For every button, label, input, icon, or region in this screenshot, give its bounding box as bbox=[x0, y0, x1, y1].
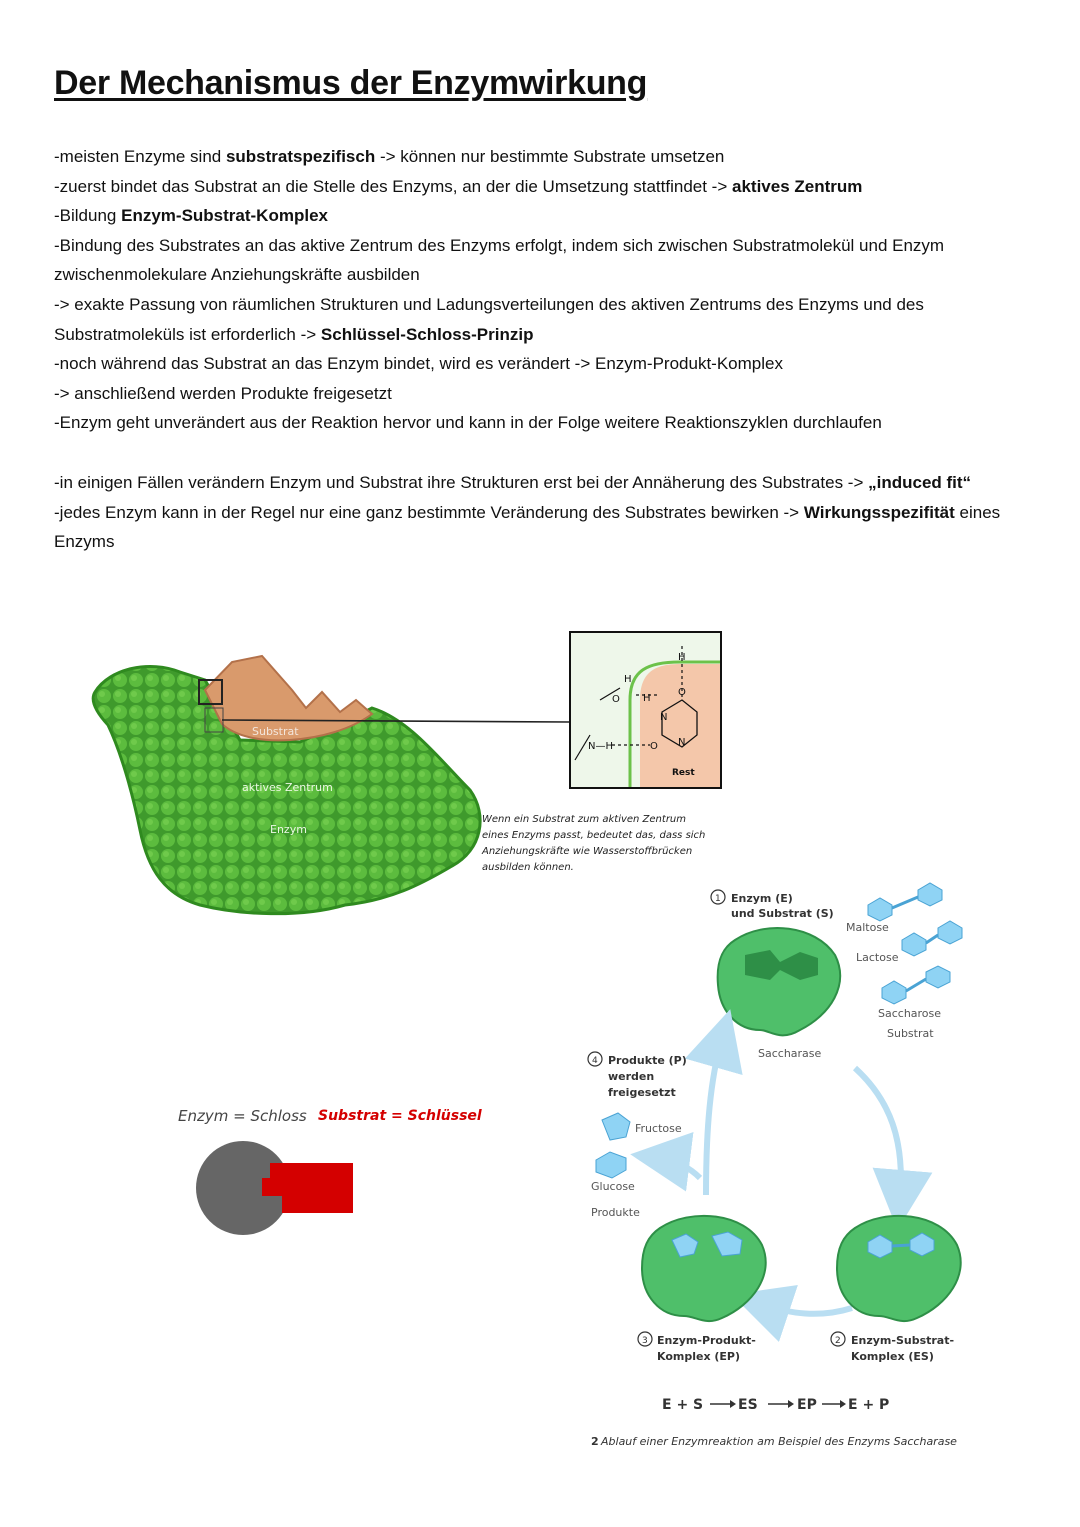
step3-number: 3 bbox=[642, 1336, 648, 1346]
zoom-box bbox=[570, 632, 721, 788]
saccharose-label: Saccharose bbox=[878, 1007, 942, 1020]
page-title: Der Mechanismus der Enzymwirkung bbox=[54, 64, 648, 102]
equation-ep: EP bbox=[797, 1397, 817, 1413]
step1-label-2: und Substrat (S) bbox=[731, 907, 834, 920]
atom-n-low: N bbox=[678, 737, 686, 748]
paragraph-2: -zuerst bindet das Substrat an die Stelle des Enzyms, an der die Umsetzung stattfindet -> aktives Zentrum bbox=[54, 176, 863, 196]
note-line-1: Wenn ein Substrat zum aktiven Zentrum bbox=[482, 814, 687, 825]
atom-h-mid: H bbox=[624, 674, 632, 685]
step1-label-1: Enzym (E) bbox=[731, 892, 793, 905]
glucose-molecule bbox=[596, 1152, 626, 1178]
enzyme-blob-es bbox=[837, 1216, 961, 1321]
step2-label-1: Enzym-Substrat- bbox=[851, 1334, 955, 1347]
atom-n-ring: N bbox=[660, 712, 668, 723]
atom-o-top: O bbox=[678, 687, 686, 698]
atom-o-low: O bbox=[650, 741, 658, 752]
atom-o-left: O bbox=[612, 694, 620, 705]
arrow-release bbox=[706, 1038, 722, 1195]
step4-label-3: freigesetzt bbox=[608, 1086, 676, 1099]
saccharose-molecule bbox=[882, 966, 950, 1004]
step4-label-2: werden bbox=[608, 1070, 655, 1083]
caption-number: 2 bbox=[591, 1435, 599, 1448]
lactose-molecule bbox=[902, 921, 962, 956]
enzyme-cycle bbox=[588, 883, 962, 1448]
step2-label-2: Komplex (ES) bbox=[851, 1350, 934, 1363]
step4-number: 4 bbox=[592, 1056, 598, 1066]
substrate-label: Substrat bbox=[252, 725, 299, 738]
atom-h-link: H bbox=[643, 693, 651, 704]
products-label: Produkte bbox=[591, 1206, 640, 1219]
step3-label-2: Komplex (EP) bbox=[657, 1350, 741, 1363]
paragraph-9: -in einigen Fällen verändern Enzym und Substrat ihre Strukturen erst bei der Annäherung des Substrates -> „induced fit“ bbox=[54, 472, 972, 492]
enzyme-label: Enzym bbox=[270, 823, 307, 836]
step3-label-1: Enzym-Produkt- bbox=[657, 1334, 756, 1347]
paragraph-1: -meisten Enzyme sind substratspezifisch -> können nur bestimmte Substrate umsetzen bbox=[54, 147, 725, 166]
equation-es: ES bbox=[738, 1397, 758, 1413]
enzyme-blob-1 bbox=[718, 928, 840, 1035]
fructose-molecule bbox=[602, 1113, 630, 1140]
saccharase-label: Saccharase bbox=[758, 1047, 822, 1060]
caption-text: Ablauf einer Enzymreaktion am Beispiel des Enzyms Saccharase bbox=[601, 1435, 957, 1448]
glucose-label: Glucose bbox=[591, 1180, 635, 1193]
paragraph-3: -Bildung Enzym-Substrat-Komplex bbox=[54, 206, 328, 226]
fructose-label: Fructose bbox=[635, 1122, 682, 1135]
enzyme-molecule bbox=[93, 656, 570, 914]
step4-label-1: Produkte (P) bbox=[608, 1054, 687, 1067]
note-line-3: Anziehungskräfte wie Wasserstoffbrücken bbox=[482, 846, 693, 857]
key-label: Substrat = Schlüssel bbox=[318, 1108, 482, 1124]
lock-key-diagram bbox=[178, 1107, 482, 1235]
arrow-reaction bbox=[760, 1304, 852, 1314]
active-site-label: aktives Zentrum bbox=[242, 781, 333, 794]
lactose-label: Lactose bbox=[856, 951, 899, 964]
maltose-label: Maltose bbox=[846, 921, 889, 934]
substrat-label: Substrat bbox=[887, 1027, 934, 1040]
arrow-products bbox=[660, 1158, 700, 1178]
note-line-4: ausbilden können. bbox=[482, 862, 574, 873]
paragraph-7: -> anschließend werden Produkte freigesetzt bbox=[54, 383, 392, 403]
equation-e-s: E + S bbox=[662, 1397, 704, 1413]
reaction-equation bbox=[662, 1397, 889, 1413]
atom-h-top: H bbox=[678, 652, 686, 663]
enzyme-blob-ep bbox=[642, 1216, 766, 1321]
step2-number: 2 bbox=[835, 1336, 841, 1346]
paragraph-5: -> exakte Passung von räumlichen Strukturen und Ladungsverteilungen des aktiven Zentrums des Enzyms und des Substratmoleküls ist erforderlich -> Schlüssel-Schloss-Prinzip bbox=[54, 294, 924, 344]
equation-e-p: E + P bbox=[848, 1397, 890, 1413]
maltose-molecule bbox=[868, 883, 942, 921]
paragraph-4: -Bindung des Substrates an das aktive Zentrum des Enzyms erfolgt, indem sich zwischen Substratmolekül und Enzym zwischenmolekulare Anziehungskräfte ausbilden bbox=[54, 235, 945, 285]
handwritten-note bbox=[481, 814, 705, 873]
step1-number: 1 bbox=[715, 894, 721, 904]
atom-n-h: N—H bbox=[588, 741, 613, 752]
paragraph-8: -Enzym geht unverändert aus der Reaktion hervor und kann in der Folge weitere Reaktionszyklen durchlaufen bbox=[54, 413, 882, 433]
rest-label: Rest bbox=[672, 768, 695, 778]
paragraph-6: -noch während das Substrat an das Enzym bindet, wird es verändert -> Enzym-Produkt-Komplex bbox=[54, 354, 783, 374]
paragraph-10: -jedes Enzym kann in der Regel nur eine ganz bestimmte Veränderung des Substrates bewirken -> Wirkungsspezifität eines Enzyms bbox=[54, 502, 1001, 552]
note-line-2: eines Enzyms passt, bedeutet das, dass sich bbox=[482, 830, 706, 841]
arrow-substrate-binding bbox=[855, 1068, 901, 1200]
lock-label: Enzym = Schloss bbox=[178, 1107, 307, 1125]
